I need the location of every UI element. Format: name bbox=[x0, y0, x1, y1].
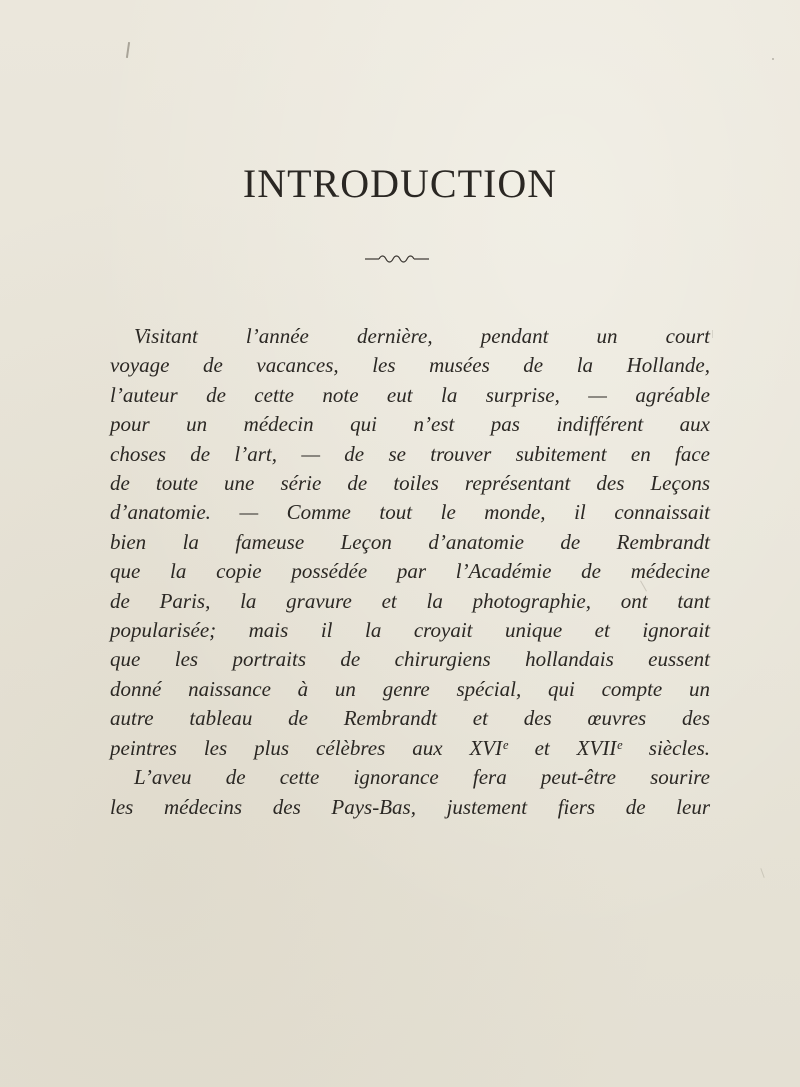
text-line: voyage de vacances, les musées de la Hollande, bbox=[110, 353, 710, 378]
text-line: bien la fameuse Leçon d’anatomie de Rembrandt bbox=[110, 529, 710, 554]
paper-speck bbox=[712, 330, 713, 338]
text-line: autre tableau de Rembrandt et des œuvres des bbox=[110, 706, 710, 731]
text-line: choses de l’art, — de se trouver subitement en face bbox=[110, 441, 710, 466]
text-line: l’auteur de cette note eut la surprise, — agréable bbox=[110, 382, 710, 407]
text-line: que la copie possédée par l’Académie de médecine bbox=[110, 559, 710, 584]
text-line: Visitant l’année dernière, pendant un court bbox=[134, 324, 710, 348]
text-line: L’aveu de cette ignorance fera peut-être sourire bbox=[134, 765, 710, 790]
text-line: donné naissance à un genre spécial, qui compte un bbox=[110, 676, 710, 701]
text-line: de toute une série de toiles représentant des Leçons bbox=[110, 471, 710, 496]
text-line: que les portraits de chirurgiens hollandais eussent bbox=[110, 647, 710, 672]
page-title: INTRODUCTION bbox=[242, 161, 558, 206]
wave-ornament-icon bbox=[365, 253, 429, 265]
paper-speck bbox=[760, 868, 764, 878]
text-line: peintres les plus célèbres aux XVIᵉ et XVIIᵉ siècles. bbox=[110, 735, 710, 760]
text-line: popularisée; mais il la croyait unique et ignorait bbox=[110, 618, 710, 643]
text-line: d’anatomie. — Comme tout le monde, il connaissait bbox=[110, 500, 710, 525]
body-text bbox=[110, 322, 710, 822]
text-line: pour un médecin qui n’est pas indifférent aux bbox=[110, 412, 710, 437]
paper-speck bbox=[772, 58, 774, 60]
text-line: les médecins des Pays-Bas, justement fiers de leur bbox=[110, 794, 710, 819]
ink-mark bbox=[126, 42, 130, 58]
text-line: de Paris, la gravure et la photographie, ont tant bbox=[110, 588, 710, 613]
